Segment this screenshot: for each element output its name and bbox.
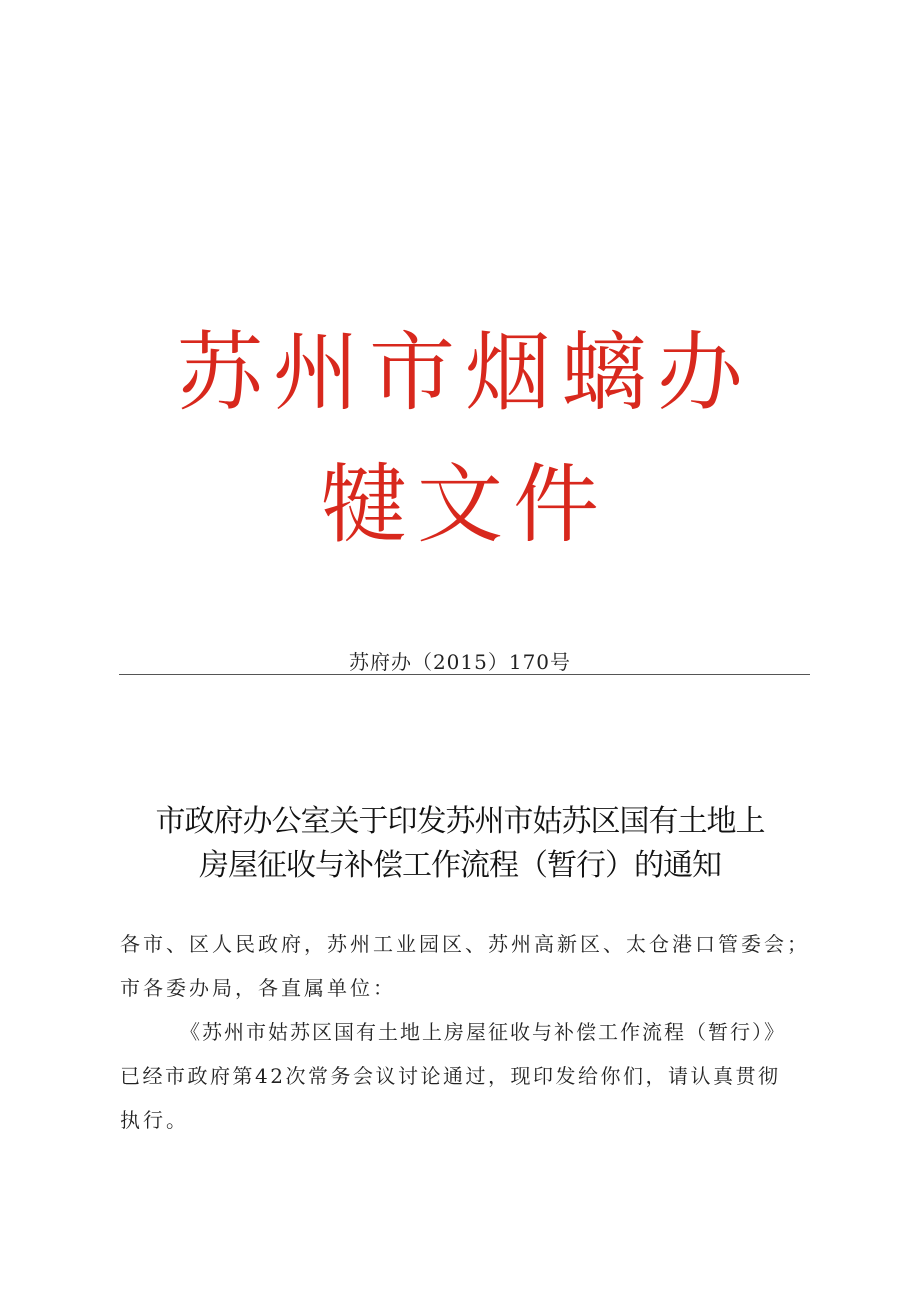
issuing-authority-header: 苏州市烟螭办 <box>177 323 753 423</box>
recipients-line-2: 市各委办局，各直属单位： <box>120 976 396 1000</box>
body-paragraph-line-1: 《苏州市姑苏区国有土地上房屋征收与补偿工作流程（暂行）》 <box>180 1020 786 1044</box>
title-line-1: 市政府办公室关于印发苏州市姑苏区国有土地上 <box>155 804 765 839</box>
body-paragraph-line-2: 已经市政府第42次常务会议讨论通过，现印发给你们，请认真贯彻 <box>120 1064 781 1088</box>
document-title <box>0 800 920 888</box>
header-divider <box>119 674 810 675</box>
recipients-line-1: 各市、区人民政府，苏州工业园区、苏州高新区、太仓港口管委会； <box>120 932 810 956</box>
document-type-header: 犍文件 <box>321 455 609 555</box>
body-paragraph-line-3: 执行。 <box>120 1108 189 1132</box>
document-number: 苏府办（2015）170号 <box>348 650 572 674</box>
title-line-2: 房屋征收与补偿工作流程（暂行）的通知 <box>199 848 721 883</box>
